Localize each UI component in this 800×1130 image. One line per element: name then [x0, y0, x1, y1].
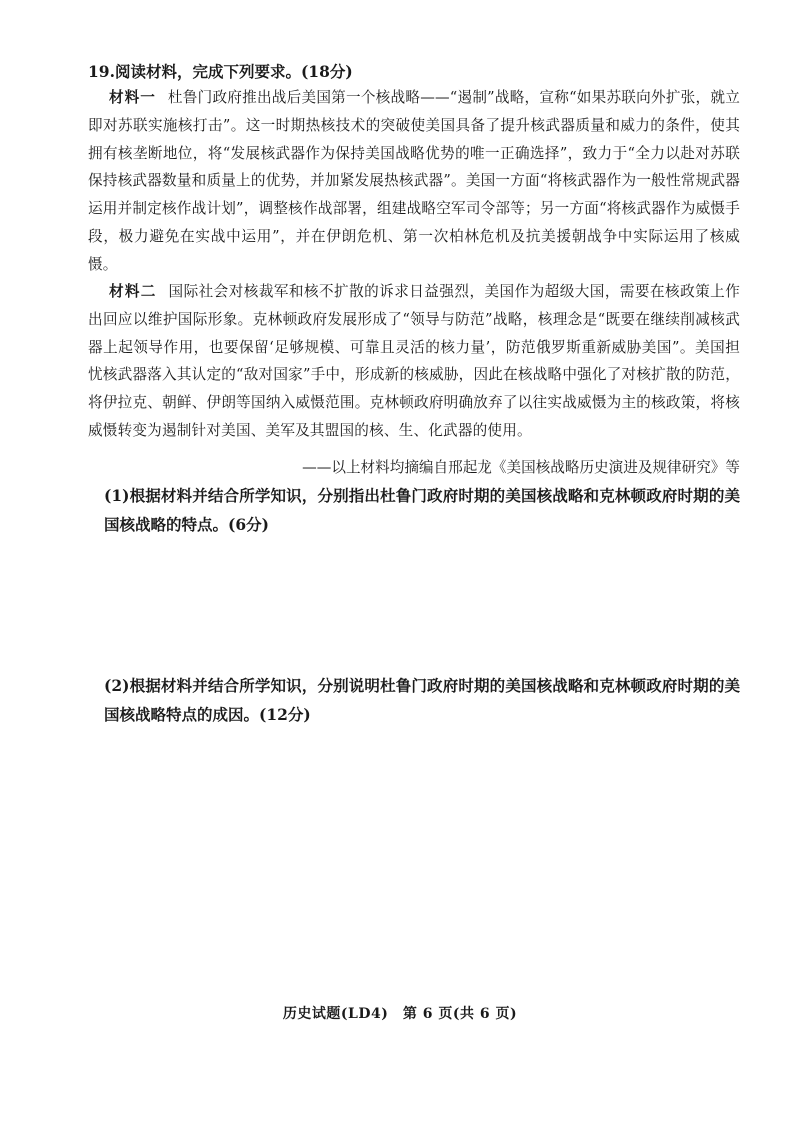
sub-question-2: (2)根据材料并结合所学知识，分别说明杜鲁门政府时期的美国核战略和克林顿政府时期的美国核战略特点的成因。(12分): [104, 676, 740, 724]
material-one-label: 材料一: [109, 89, 156, 106]
sub-question-1: (1)根据材料并结合所学知识，分别指出杜鲁门政府时期的美国核战略和克林顿政府时期的美国核战略的特点。(6分): [104, 486, 740, 534]
material-two: [88, 278, 740, 445]
material-source: ——以上材料均摘编自邢起龙《美国核战略历史演进及规律研究》等: [302, 459, 740, 476]
page-footer: 历史试题(LD4) 第 6 页(共 6 页): [282, 1006, 518, 1022]
question-title: 19.阅读材料，完成下列要求。(18分): [88, 62, 353, 81]
material-one-text: 杜鲁门政府推出战后美国第一个核战略——“遏制”战略，宣称“如果苏联向外扩张，就立即对苏联实施核打击”。这一时期热核技术的突破使美国具备了提升核武器质量和威力的条件，使其拥有核垄断地位，将“发展核武器作为保持美国战略优势的唯一正确选择”，致力于“全力以赴对苏联保持核武器数量和质量上的优势，并加紧发展热核武器”。美国一方面“将核武器作为一般性常规武器运用并制定核作战计划”，调整核作战部署，组建战略空军司令部等；另一方面“将核武器作为威慑手段，极力避免在实战中运用”，并在伊朗危机、第一次柏林危机及抗美援朝战争中实际运用了核威慑。: [88, 89, 740, 273]
material-one: [88, 84, 740, 279]
material-two-text: 国际社会对核裁军和核不扩散的诉求日益强烈，美国作为超级大国，需要在核政策上作出回应以维护国际形象。克林顿政府发展形成了“领导与防范”战略，核理念是“既要在继续削减核武器上起领导作用，也要保留‘足够规模、可靠且灵活的核力量’，防范俄罗斯重新威胁美国”。美国担忧核武器落入其认定的“敌对国家”手中，形成新的核威胁，因此在核战略中强化了对核扩散的防范，将伊拉克、朝鲜、伊朗等国纳入威慑范围。克林顿政府明确放弃了以往实战威慑为主的核政策，将核威慑转变为遏制针对美国、美军及其盟国的核、生、化武器的使用。: [88, 283, 740, 439]
material-two-label: 材料二: [109, 283, 157, 300]
